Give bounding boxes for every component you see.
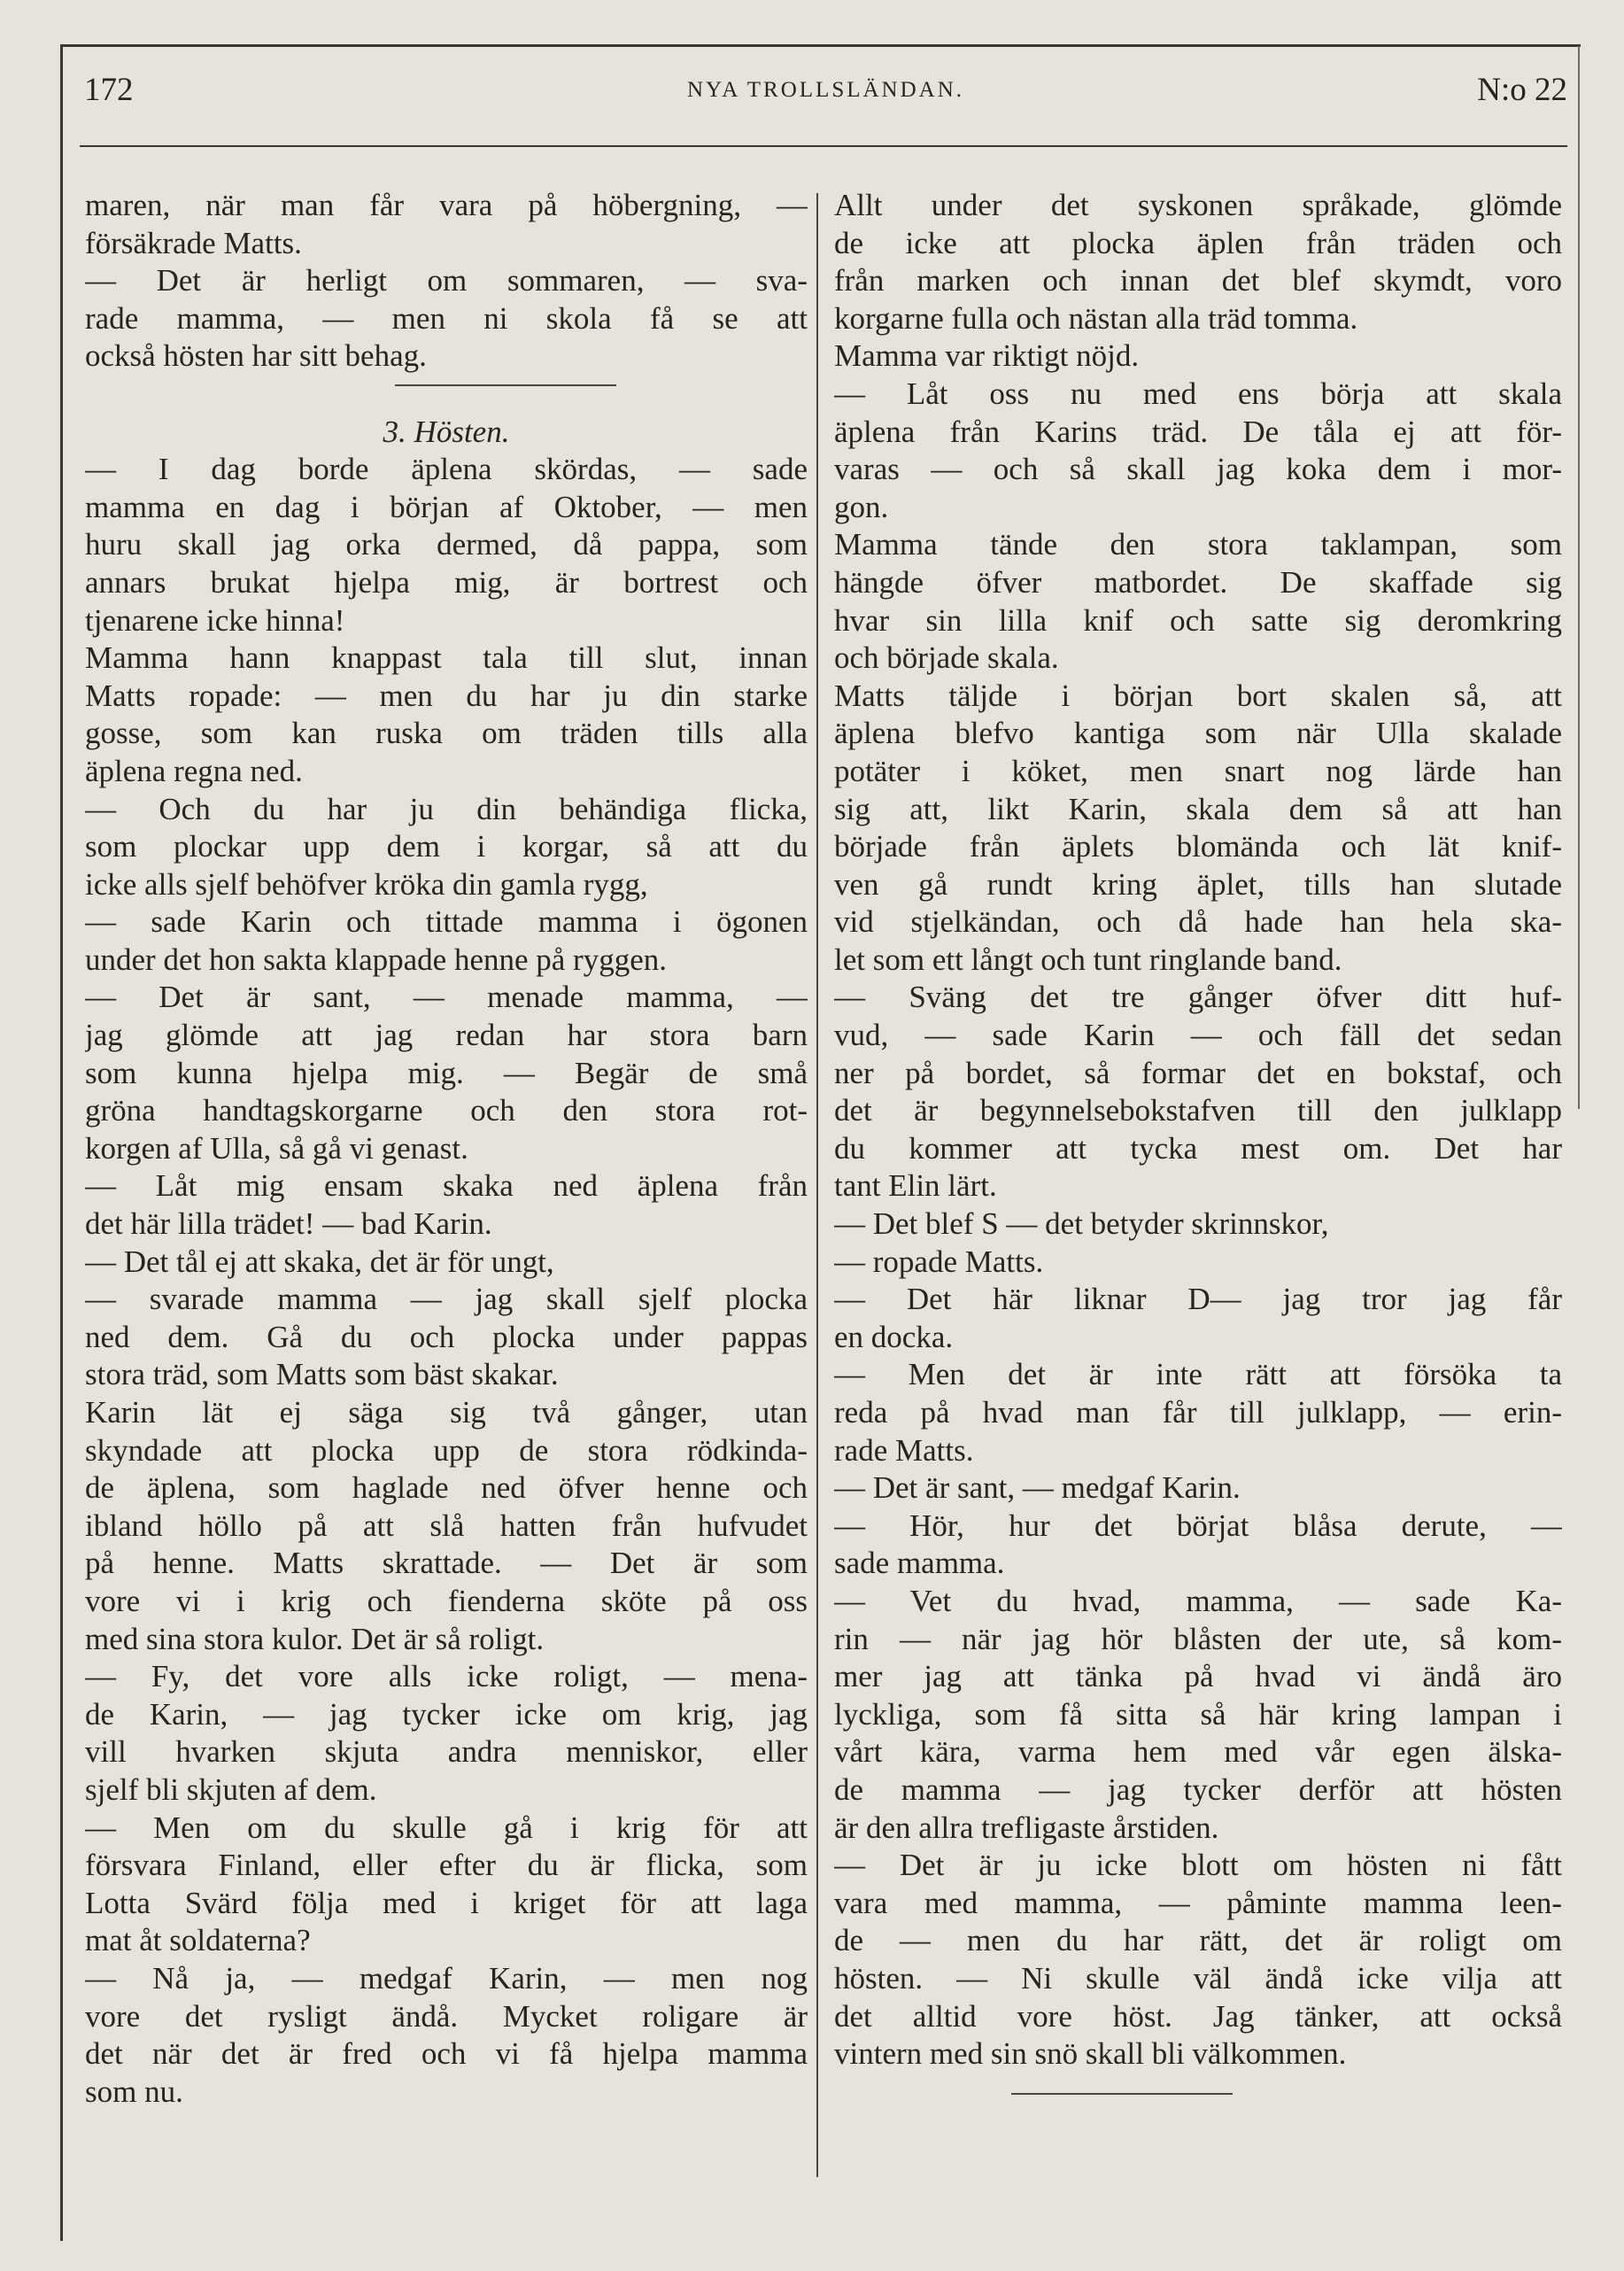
text-line: en docka. — [834, 1319, 954, 1354]
text-line: korgen af Ulla, så gå vi genast. — [85, 1130, 468, 1166]
page-number: 172 — [84, 72, 134, 108]
text-line: ned dem. Gå du och plocka under pappas — [85, 1319, 808, 1354]
text-line: Matts täljde i början bort skalen så, att — [834, 678, 1562, 713]
text-line: tant Elin lärt. — [834, 1168, 997, 1204]
text-line: ibland höllo på att slå hatten från hufvudet — [85, 1508, 808, 1543]
running-title: NYA TROLLSLÄNDAN. — [686, 78, 965, 102]
text-line: äplena från Karins träd. De tåla ej att för- — [834, 414, 1562, 449]
end-divider — [834, 2073, 1562, 2112]
text-line: vill hvarken skjuta andra menniskor, eller — [85, 1734, 808, 1770]
text-line: de Karin, — jag tycker icke om krig, jag — [85, 1696, 808, 1732]
text-line: som plockar upp dem i korgar, så att du — [85, 829, 808, 864]
right-column — [834, 187, 1562, 2111]
text-line: — I dag borde äplena skördas, — sade — [85, 452, 808, 487]
text-line: också hösten har sitt behag. — [85, 338, 427, 374]
text-line: hvar sin lilla knif och satte sig deromkring — [834, 602, 1562, 638]
left-column — [85, 187, 808, 2111]
text-line: gosse, som kan ruska om träden tills alla — [85, 716, 808, 751]
text-line: under det hon sakta klappade henne på ryggen. — [85, 942, 667, 977]
text-line: vore vi i krig och fienderna sköte på oss — [85, 1583, 808, 1618]
text-line: som nu. — [85, 2073, 183, 2109]
text-line: — Nå ja, — medgaf Karin, — men nog — [85, 1960, 808, 1996]
text-line: — Det är sant, — medgaf Karin. — [834, 1470, 1241, 1506]
text-line: — Vet du hvad, mamma, — sade Ka- — [834, 1583, 1562, 1618]
text-line: korgarne fulla och nästan alla träd tomma. — [834, 300, 1358, 336]
text-line: — Men om du skulle gå i krig för att — [85, 1810, 808, 1845]
text-line: mat åt soldaterna? — [85, 1923, 311, 1958]
text-line: Mamma tände den stora taklampan, som — [834, 527, 1562, 562]
text-line: de äplena, som haglade ned öfver henne och — [85, 1470, 808, 1506]
text-line: varas — och så skall jag koka dem i mor- — [834, 452, 1562, 487]
text-line: lyckliga, som få sitta så här kring lampan i — [834, 1696, 1562, 1732]
text-line: — Hör, hur det börjat blåsa derute, — — [834, 1508, 1562, 1543]
text-line: Mamma hann knappast tala till slut, innan — [85, 640, 808, 676]
text-line: försäkrade Matts. — [85, 225, 302, 260]
page-header — [84, 64, 1567, 126]
text-line: Karin lät ej säga sig två gånger, utan — [85, 1395, 808, 1430]
text-line: och började skala. — [834, 640, 1059, 676]
text-line: Mamma var riktigt nöjd. — [834, 338, 1140, 374]
page-border-right — [1578, 46, 1580, 1109]
text-line: det här lilla trädet! — bad Karin. — [85, 1206, 492, 1242]
text-line: tjenarene icke hinna! — [85, 602, 345, 638]
section-heading: 3. Hösten. — [383, 414, 510, 449]
text-line: let som ett långt och tunt ringlande band. — [834, 942, 1342, 977]
text-line: reda på hvad man får till julklapp, — erin- — [834, 1395, 1562, 1430]
text-line: vara med mamma, — påminte mamma leen- — [834, 1885, 1562, 1920]
text-line: började från äplets blomända och lät knif- — [834, 829, 1562, 864]
divider-line — [395, 384, 616, 386]
text-line: — Och du har ju din behändiga flicka, — [85, 791, 808, 826]
text-line: det alltid vore höst. Jag tänker, att också — [834, 1998, 1562, 2034]
text-line: du kommer att tycka mest om. Det har — [834, 1130, 1562, 1166]
header-rule — [80, 145, 1567, 147]
text-line: rade Matts. — [834, 1432, 974, 1468]
text-line: Allt under det syskonen språkade, glömde — [834, 188, 1562, 222]
text-line: hängde öfver matbordet. De skaffade sig — [834, 564, 1562, 600]
text-line: — Det är ju icke blott om hösten ni fått — [834, 1848, 1562, 1883]
text-line: — Men det är inte rätt att försöka ta — [834, 1357, 1562, 1392]
text-line: från marken och innan det blef skymdt, voro — [834, 263, 1562, 298]
text-line: de icke att plocka äplen från träden och — [834, 225, 1562, 260]
text-line: det när det är fred och vi få hjelpa mamma — [85, 2036, 808, 2072]
text-line: — Låt mig ensam skaka ned äplena från — [85, 1168, 808, 1204]
text-line: Matts ropade: — men du har ju din starke — [85, 678, 808, 713]
text-line: skyndade att plocka upp de stora rödkinda- — [85, 1432, 808, 1468]
column-rule — [816, 193, 818, 2177]
page-border-left — [60, 44, 63, 2241]
text-line: jag glömde att jag redan har stora barn — [85, 1018, 808, 1053]
text-line: ner på bordet, så formar det en bokstaf, och — [834, 1055, 1562, 1090]
text-line: — Låt oss nu med ens börja att skala — [834, 376, 1562, 411]
text-line: vud, — sade Karin — och fäll det sedan — [834, 1018, 1562, 1053]
text-line: som kunna hjelpa mig. — Begär de små — [85, 1055, 808, 1090]
text-line: på henne. Matts skrattade. — Det är som — [85, 1546, 808, 1581]
text-line: stora träd, som Matts som bäst skakar. — [85, 1357, 559, 1392]
text-line: mamma en dag i början af Oktober, — men — [85, 489, 808, 524]
text-line: rin — när jag hör blåsten der ute, så kom- — [834, 1621, 1562, 1656]
text-line: — Det blef S — det betyder skrinnskor, — [834, 1206, 1329, 1242]
text-line: icke alls sjelf behöfver kröka din gamla rygg, — [85, 866, 648, 902]
text-line: gröna handtagskorgarne och den stora rot- — [85, 1093, 808, 1128]
divider-line — [1011, 2093, 1233, 2095]
text-line: vintern med sin snö skall bli välkommen. — [834, 2036, 1347, 2072]
text-line: vårt kära, varma hem med vår egen älska- — [834, 1734, 1562, 1770]
text-line: potäter i köket, men snart nog lärde han — [834, 753, 1562, 788]
text-line: Lotta Svärd följa med i kriget för att laga — [85, 1885, 808, 1920]
text-line: med sina stora kulor. Det är så roligt. — [85, 1621, 545, 1656]
text-line: — Det här liknar D— jag tror jag får — [834, 1282, 1562, 1317]
page-border-top — [62, 44, 1581, 47]
text-line: maren, när man får vara på höbergning, — — [85, 188, 808, 222]
section-divider — [85, 376, 808, 414]
text-line: annars brukat hjelpa mig, är bortrest och — [85, 564, 808, 600]
text-line: försvara Finland, eller efter du är flicka, som — [85, 1848, 808, 1883]
text-line: de mamma — jag tycker derför att hösten — [834, 1771, 1562, 1807]
text-line: — ropade Matts. — [834, 1244, 1044, 1279]
text-line: mer jag att tänka på hvad vi ändå äro — [834, 1659, 1562, 1694]
text-line: det är begynnelsebokstafven till den julklapp — [834, 1093, 1562, 1128]
text-line: rade mamma, — men ni skola få se att — [85, 300, 808, 336]
text-line: vid stjelkändan, och då hade han hela ska- — [834, 904, 1562, 940]
text-line: sig att, likt Karin, skala dem så att han — [834, 791, 1562, 826]
text-line: sade mamma. — [834, 1546, 1005, 1581]
issue-number: N:o 22 — [1477, 72, 1567, 108]
text-line: — svarade mamma — jag skall sjelf plocka — [85, 1282, 808, 1317]
text-line: äplena regna ned. — [85, 753, 303, 788]
text-line: — Det är herligt om sommaren, — sva- — [85, 263, 808, 298]
text-line: — Det tål ej att skaka, det är för ungt, — [85, 1244, 554, 1279]
text-line: — Sväng det tre gånger öfver ditt huf- — [834, 980, 1562, 1015]
text-line: ven gå rundt kring äplet, tills han slutade — [834, 866, 1562, 902]
text-line: de — men du har rätt, det är roligt om — [834, 1923, 1562, 1958]
text-line: hösten. — Ni skulle väl ändå icke vilja att — [834, 1960, 1562, 1996]
text-line: sjelf bli skjuten af dem. — [85, 1771, 377, 1807]
text-line: är den allra trefligaste årstiden. — [834, 1810, 1219, 1845]
text-line: — Det är sant, — menade mamma, — — [85, 980, 808, 1015]
text-line: — sade Karin och tittade mamma i ögonen — [85, 904, 808, 940]
text-line: äplena blefvo kantiga som när Ulla skalade — [834, 716, 1562, 751]
text-line: — Fy, det vore alls icke roligt, — mena- — [85, 1659, 808, 1694]
text-line: vore det rysligt ändå. Mycket roligare är — [85, 1998, 808, 2034]
text-line: gon. — [834, 489, 889, 524]
text-line: huru skall jag orka dermed, då pappa, som — [85, 527, 808, 562]
